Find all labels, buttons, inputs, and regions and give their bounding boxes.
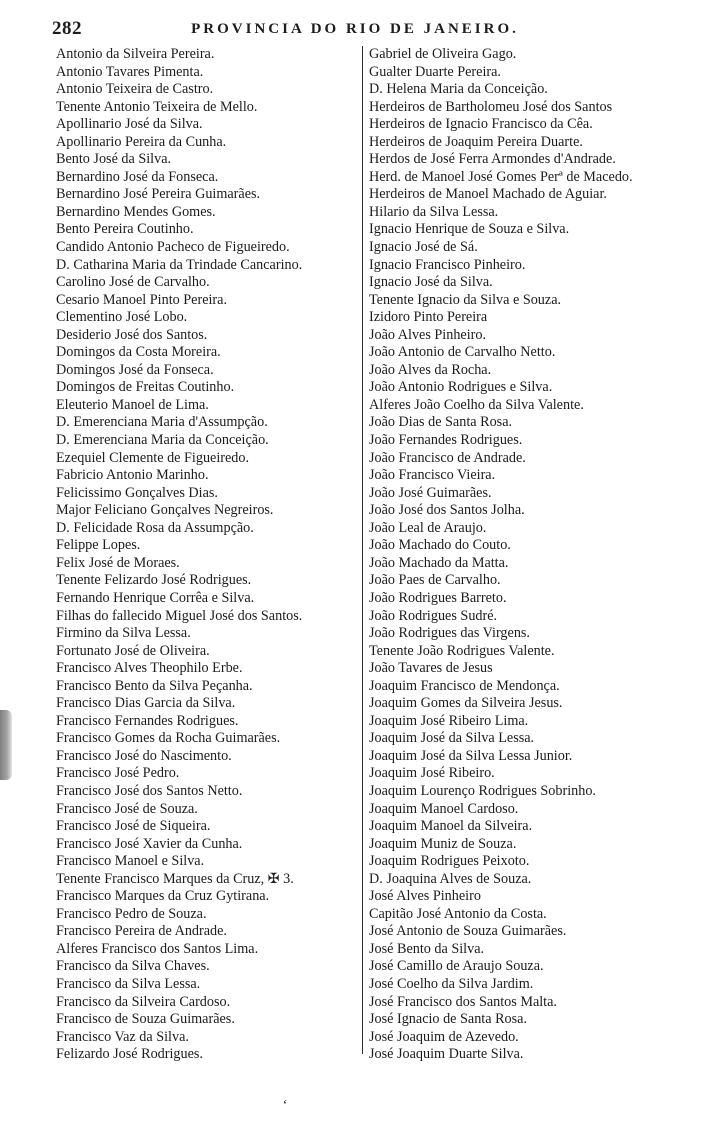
list-entry: Joaquim Manoel Cardoso. [369, 800, 519, 817]
list-entry: Felippe Lopes. [56, 537, 141, 554]
list-entry: Francisco Dias Garcia da Silva. [56, 695, 236, 712]
list-entry: Bento Pereira Coutinho. [56, 221, 194, 238]
list-entry: Francisco Bento da Silva Peçanha. [56, 677, 253, 694]
list-entry: Apollinario José da Silva. [56, 116, 203, 133]
list-entry: José Joaquim de Azevedo. [369, 1028, 519, 1045]
list-entry: Francisco Pereira de Andrade. [56, 923, 227, 940]
list-entry: Firmino da Silva Lessa. [56, 625, 191, 642]
list-entry: Fortunato José de Oliveira. [56, 642, 210, 659]
list-entry: Ignacio José da Silva. [369, 274, 493, 291]
list-entry: João Rodrigues Sudré. [369, 607, 498, 624]
list-entry: Herdeiros de Joaquim Pereira Duarte. [369, 133, 583, 150]
list-entry: Tenente Antonio Teixeira de Mello. [56, 98, 258, 115]
list-entry: João Antonio de Carvalho Netto. [369, 344, 556, 361]
list-entry: Francisco Alves Theophilo Erbe. [56, 660, 243, 677]
list-entry: Gualter Duarte Pereira. [369, 63, 501, 80]
list-entry: Eleuterio Manoel de Lima. [56, 396, 209, 413]
list-entry: Francisco da Silva Chaves. [56, 958, 210, 975]
list-entry: D. Emerenciana Maria da Conceição. [56, 432, 269, 449]
list-entry: Fabricio Antonio Marinho. [56, 467, 209, 484]
list-entry: Felicissimo Gonçalves Dias. [56, 484, 218, 501]
list-entry: Francisco Pedro de Souza. [56, 905, 207, 922]
list-entry: Bento José da Silva. [56, 151, 172, 168]
footer-mark: ‘ [282, 1098, 287, 1113]
list-entry: João Alves Pinheiro. [369, 326, 487, 343]
list-entry: João Machado da Matta. [369, 554, 509, 571]
list-entry: Ignacio Henrique de Souza e Silva. [369, 221, 570, 238]
list-entry: Fernando Henrique Corrêa e Silva. [56, 589, 255, 606]
list-entry: Cesario Manoel Pinto Pereira. [56, 291, 227, 308]
list-entry: Izidoro Pinto Pereira [369, 309, 488, 326]
page-number: 282 [52, 18, 82, 39]
left-name-list [56, 46, 358, 1064]
list-entry: João Rodrigues das Virgens. [369, 625, 530, 642]
list-entry: Herdeiros de Ignacio Francisco da Cêa. [369, 116, 593, 133]
list-entry: Francisco da Silveira Cardoso. [56, 993, 231, 1010]
list-entry: José Bento da Silva. [369, 940, 485, 957]
list-entry: João José Guimarães. [369, 484, 492, 501]
running-title: PROVINCIA DO RIO DE JANEIRO. [191, 21, 519, 37]
list-entry: Francisco José de Siqueira. [56, 818, 211, 835]
list-entry: Francisco Fernandes Rodrigues. [56, 712, 239, 729]
list-entry: Filhas do fallecido Miguel José dos Santos. [56, 607, 303, 624]
list-entry: Francisco de Souza Guimarães. [56, 1011, 235, 1028]
list-entry: Ignacio José de Sá. [369, 239, 478, 256]
list-entry: Major Feliciano Gonçalves Negreiros. [56, 502, 274, 519]
list-entry: D. Joaquina Alves de Souza. [369, 870, 532, 887]
list-entry: João Leal de Araujo. [369, 519, 487, 536]
list-entry: José Ignacio de Santa Rosa. [369, 1011, 527, 1028]
list-entry: D. Felicidade Rosa da Assumpção. [56, 519, 254, 536]
list-entry: José Francisco dos Santos Malta. [369, 993, 557, 1010]
list-entry: Francisco Gomes da Rocha Guimarães. [56, 730, 281, 747]
list-entry: Bernardino José da Fonseca. [56, 168, 219, 185]
list-entry: D. Emerenciana Maria d'Assumpção. [56, 414, 268, 431]
list-entry: Bernardino Mendes Gomes. [56, 203, 216, 220]
list-entry: José Joaquim Duarte Silva. [369, 1046, 524, 1063]
list-entry: Francisco Marques da Cruz Gytirana. [56, 888, 270, 905]
list-entry: José Antonio de Souza Guimarães. [369, 923, 567, 940]
list-entry: José Alves Pinheiro [369, 888, 481, 905]
list-entry: Joaquim Manoel da Silveira. [369, 818, 533, 835]
list-entry: Francisco José dos Santos Netto. [56, 782, 243, 799]
list-entry: Domingos José da Fonseca. [56, 361, 214, 378]
list-entry: Candido Antonio Pacheco de Figueiredo. [56, 239, 290, 256]
list-entry: Francisco Vaz da Silva. [56, 1028, 189, 1045]
list-entry: José Coelho da Silva Jardim. [369, 975, 534, 992]
list-entry: Domingos da Costa Moreira. [56, 344, 221, 361]
column-divider [362, 46, 363, 1054]
list-entry: Clementino José Lobo. [56, 309, 188, 326]
list-entry: Francisco da Silva Lessa. [56, 975, 201, 992]
list-entry: Alferes Francisco dos Santos Lima. [56, 940, 259, 957]
list-entry: Joaquim Gomes da Silveira Jesus. [369, 695, 563, 712]
list-entry: João Francisco Vieira. [369, 467, 496, 484]
list-entry: Francisco José Pedro. [56, 765, 180, 782]
list-entry: Alferes João Coelho da Silva Valente. [369, 396, 584, 413]
list-entry: Ignacio Francisco Pinheiro. [369, 256, 526, 273]
list-entry: Bernardino José Pereira Guimarães. [56, 186, 261, 203]
list-entry: Francisco José do Nascimento. [56, 747, 232, 764]
list-entry: Joaquim José da Silva Lessa. [369, 730, 535, 747]
list-entry: Antonio da Silveira Pereira. [56, 46, 215, 62]
list-entry: João Rodrigues Barreto. [369, 589, 507, 606]
list-entry: Joaquim Muniz de Souza. [369, 835, 517, 852]
list-entry: Felizardo José Rodrigues. [56, 1046, 203, 1063]
list-entry: Joaquim Rodrigues Peixoto. [369, 853, 530, 870]
list-entry: João Paes de Carvalho. [369, 572, 501, 589]
list-entry: Gabriel de Oliveira Gago. [369, 46, 517, 62]
list-entry: Herd. de Manoel José Gomes Perª de Macedo. [369, 168, 633, 185]
list-entry: Herdeiros de Manoel Machado de Aguiar. [369, 186, 607, 203]
list-entry: Tenente Francisco Marques da Cruz, ✠ 3. [56, 870, 294, 887]
list-entry: Herdeiros de Bartholomeu José dos Santos [369, 98, 613, 115]
list-entry: João José dos Santos Jolha. [369, 502, 525, 519]
list-entry: João Machado do Couto. [369, 537, 511, 554]
list-entry: D. Catharina Maria da Trindade Cancarino. [56, 256, 303, 273]
right-name-list [369, 46, 669, 1064]
list-entry: João Francisco de Andrade. [369, 449, 526, 466]
list-entry: Francisco Manoel e Silva. [56, 853, 205, 870]
list-entry: D. Helena Maria da Conceição. [369, 81, 548, 98]
list-entry: Carolino José de Carvalho. [56, 274, 210, 291]
list-entry: João Tavares de Jesus [369, 660, 493, 677]
list-entry: João Fernandes Rodrigues. [369, 432, 523, 449]
list-entry: Tenente João Rodrigues Valente. [369, 642, 555, 659]
list-entry: João Antonio Rodrigues e Silva. [369, 379, 553, 396]
list-entry: Antonio Teixeira de Castro. [56, 81, 214, 98]
list-entry: Felix José de Moraes. [56, 554, 180, 571]
list-entry: José Camillo de Araujo Souza. [369, 958, 544, 975]
list-entry: Francisco José Xavier da Cunha. [56, 835, 243, 852]
list-entry: Apollinario Pereira da Cunha. [56, 133, 227, 150]
list-entry: João Alves da Rocha. [369, 361, 492, 378]
list-entry: Joaquim José Ribeiro Lima. [369, 712, 529, 729]
list-entry: Tenente Ignacio da Silva e Souza. [369, 291, 562, 308]
list-entry: Tenente Felizardo José Rodrigues. [56, 572, 252, 589]
list-entry: Joaquim José Ribeiro. [369, 765, 495, 782]
list-entry: Capitão José Antonio da Costa. [369, 905, 547, 922]
list-entry: João Dias de Santa Rosa. [369, 414, 513, 431]
page-edge-stain [0, 710, 12, 780]
list-entry: Hilario da Silva Lessa. [369, 203, 499, 220]
list-entry: Herdos de José Ferra Armondes d'Andrade. [369, 151, 616, 168]
list-entry: Francisco José de Souza. [56, 800, 198, 817]
list-entry: Antonio Tavares Pimenta. [56, 63, 204, 80]
list-entry: Ezequiel Clemente de Figueiredo. [56, 449, 250, 466]
list-entry: Desiderio José dos Santos. [56, 326, 208, 343]
list-entry: Joaquim Lourenço Rodrigues Sobrinho. [369, 782, 596, 799]
list-entry: Joaquim José da Silva Lessa Junior. [369, 747, 573, 764]
list-entry: Domingos de Freitas Coutinho. [56, 379, 235, 396]
list-entry: Joaquim Francisco de Mendonça. [369, 677, 560, 694]
